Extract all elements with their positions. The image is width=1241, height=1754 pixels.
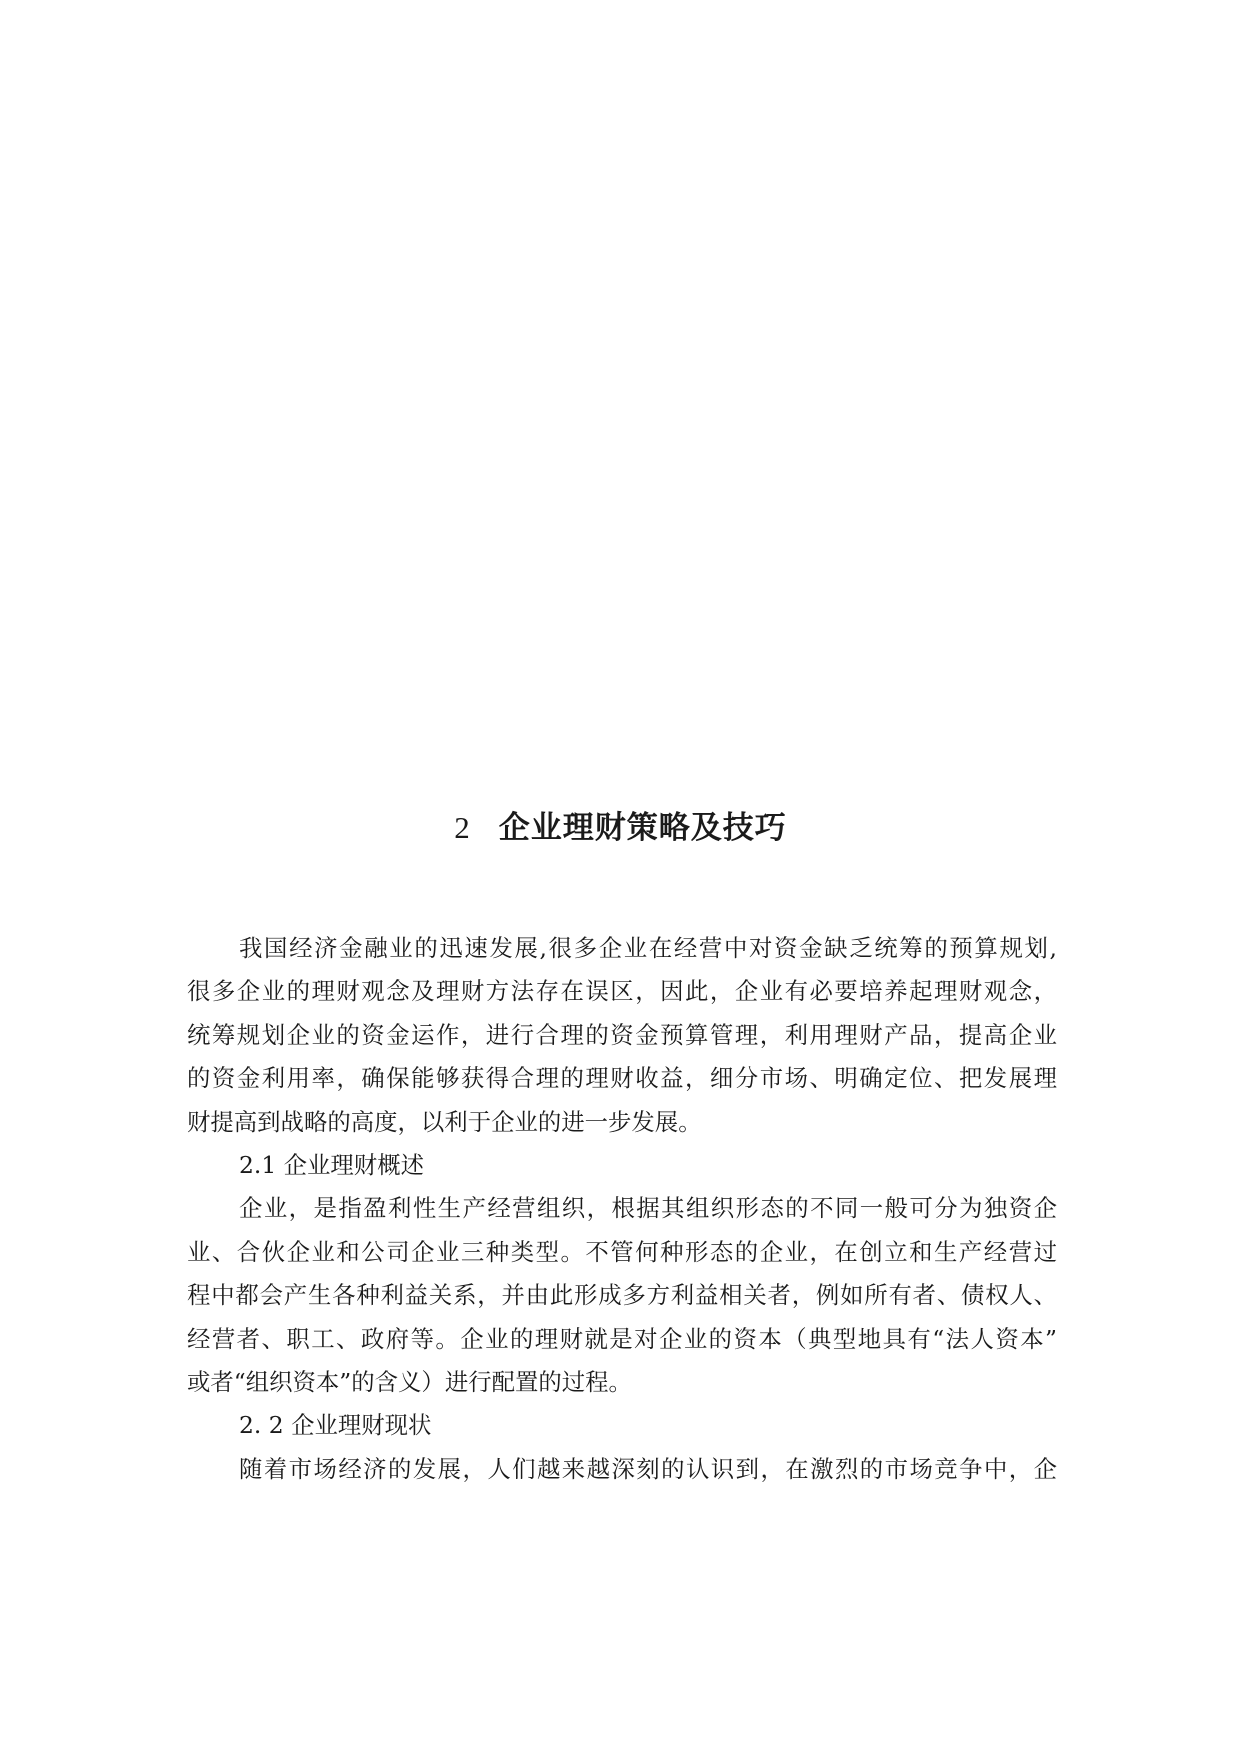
paragraph-line: 企业，是指盈利性生产经营组织，根据其组织形态的不同一般可分为独资企	[239, 1194, 1057, 1223]
section-2-2-paragraph	[187, 1448, 1057, 1491]
section-2-1-paragraph	[187, 1187, 1057, 1404]
chapter-title-text: 企业理财策略及技巧	[498, 810, 787, 846]
section-heading-2-1: 2.1 企业理财概述	[239, 1151, 424, 1180]
chapter-title	[0, 808, 1241, 848]
section-heading-2-2: 2. 2 企业理财现状	[239, 1411, 432, 1440]
paragraph-line: 统筹规划企业的资金运作，进行合理的资金预算管理，利用理财产品，提高企业	[187, 1020, 1057, 1049]
paragraph-line: 我国经济金融业的迅速发展,很多企业在经营中对资金缺乏统筹的预算规划,	[239, 934, 1057, 962]
body-text	[187, 927, 1057, 1491]
paragraph-line: 或者“组织资本”的含义）进行配置的过程。	[187, 1368, 632, 1397]
paragraph-line: 业、合伙企业和公司企业三种类型。不管何种形态的企业，在创立和生产经营过	[187, 1237, 1057, 1266]
paragraph-line: 程中都会产生各种利益关系，并由此形成多方利益相关者，例如所有者、债权人、	[187, 1281, 1057, 1310]
intro-paragraph	[187, 927, 1057, 1144]
paragraph-line: 随着市场经济的发展，人们越来越深刻的认识到，在激烈的市场竞争中，企	[239, 1454, 1057, 1483]
paragraph-line: 的资金利用率，确保能够获得合理的理财收益，细分市场、明确定位、把发展理	[187, 1064, 1057, 1093]
chapter-number: 2	[454, 810, 471, 845]
paragraph-line: 经营者、职工、政府等。企业的理财就是对企业的资本（典型地具有“法人资本”	[187, 1324, 1057, 1353]
paragraph-line: 财提高到战略的高度，以利于企业的进一步发展。	[187, 1107, 702, 1136]
paragraph-line: 很多企业的理财观念及理财方法存在误区，因此，企业有必要培养起理财观念，	[187, 977, 1057, 1006]
